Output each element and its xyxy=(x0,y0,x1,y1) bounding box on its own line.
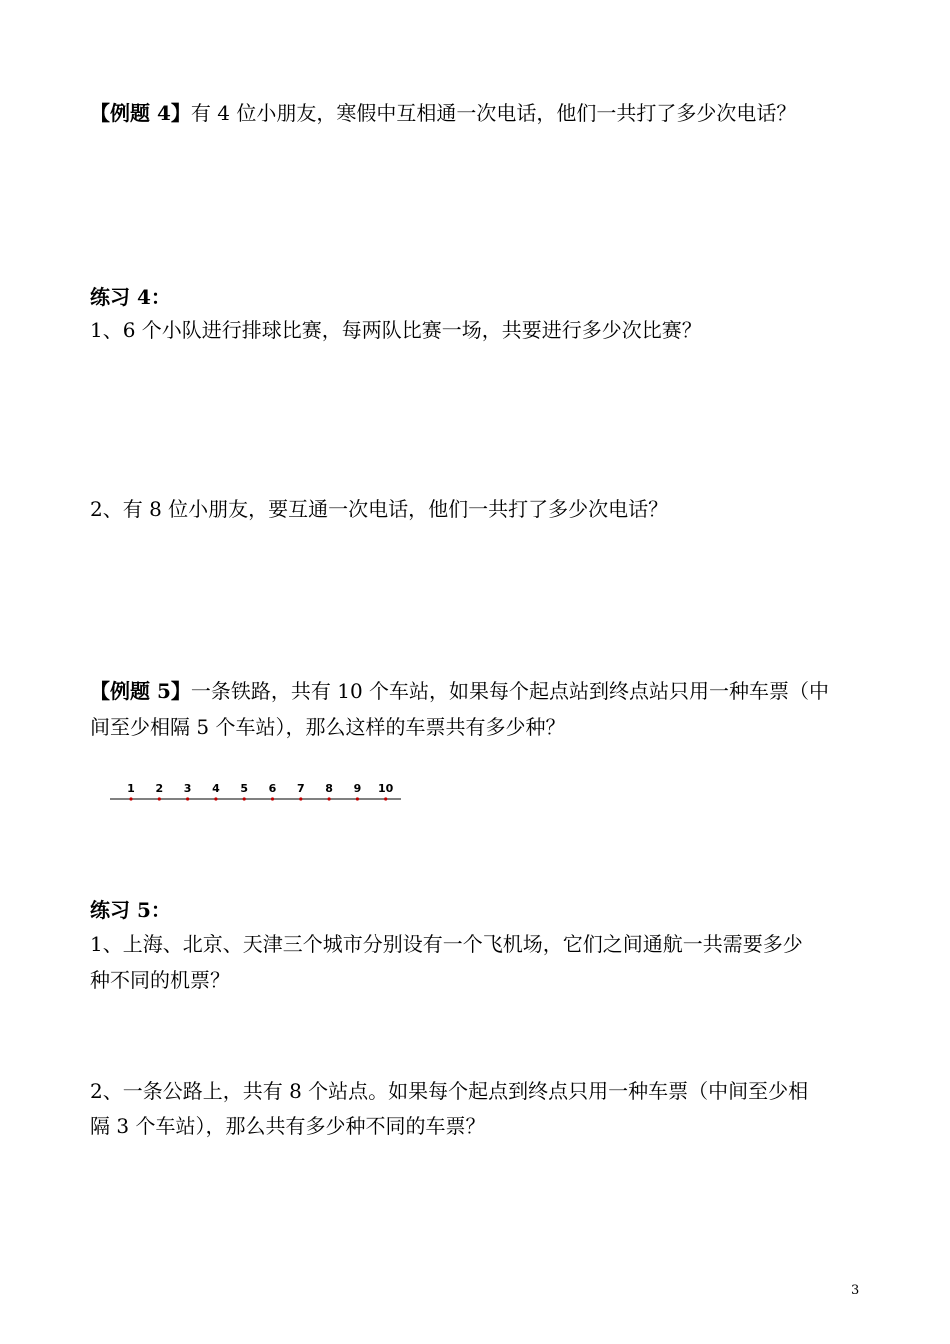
practice5-heading: 练习 5： xyxy=(90,898,171,922)
station-label-2: 2 xyxy=(155,782,164,795)
example5-question-line2: 间至少相隔 5 个车站），那么这样的车票共有多少种？ xyxy=(90,715,566,739)
practice4-question-1: 1、6 个小队进行排球比赛，每两队比赛一场，共要进行多少次比赛？ xyxy=(90,318,702,342)
practice5-question-1-line2: 种不同的机票？ xyxy=(90,968,230,992)
station-label-1: 1 xyxy=(127,782,135,795)
practice5-question-2-line1: 2、一条公路上，共有 8 个站点。如果每个起点到终点只用一种车票（中间至少相 xyxy=(90,1079,809,1103)
station-dot-7 xyxy=(299,797,302,800)
station-diagram xyxy=(110,778,410,808)
station-label-5: 5 xyxy=(240,782,249,795)
station-label-9: 9 xyxy=(353,782,362,795)
station-dot-9 xyxy=(356,797,359,800)
practice4-question-2: 2、有 8 位小朋友，要互通一次电话，他们一共打了多少次电话？ xyxy=(90,497,669,521)
station-dot-10 xyxy=(384,797,387,800)
station-dot-8 xyxy=(328,797,331,800)
station-dot-2 xyxy=(158,797,161,800)
station-label-7: 7 xyxy=(296,782,305,795)
practice5-question-2-line2: 隔 3 个车站），那么共有多少种不同的车票？ xyxy=(90,1114,486,1138)
example4-text: 有 4 位小朋友，寒假中互相通一次电话，他们一共打了多少次电话？ xyxy=(190,101,797,125)
example4-question xyxy=(90,99,796,127)
station-dot-5 xyxy=(243,797,246,800)
example5-question-line1 xyxy=(90,677,829,705)
example4-label: 【例题 4】 xyxy=(90,101,191,125)
station-dot-4 xyxy=(214,797,217,800)
station-label-6: 6 xyxy=(268,782,277,795)
station-dot-3 xyxy=(186,797,189,800)
station-dot-6 xyxy=(271,797,274,800)
example5-text-line1: 一条铁路，共有 10 个车站，如果每个起点站到终点站只用一种车票（中 xyxy=(190,679,830,703)
station-labels xyxy=(127,782,394,795)
page-number: 3 xyxy=(851,1283,860,1298)
station-label-8: 8 xyxy=(325,782,333,795)
practice4-heading: 练习 4： xyxy=(90,285,171,309)
station-label-3: 3 xyxy=(183,782,192,795)
example5-label: 【例题 5】 xyxy=(90,679,191,703)
station-label-4: 4 xyxy=(212,782,220,795)
practice5-question-1-line1: 1、上海、北京、天津三个城市分别设有一个飞机场，它们之间通航一共需要多少 xyxy=(90,932,803,956)
station-dot-1 xyxy=(129,797,132,800)
station-label-10: 10 xyxy=(378,782,394,795)
